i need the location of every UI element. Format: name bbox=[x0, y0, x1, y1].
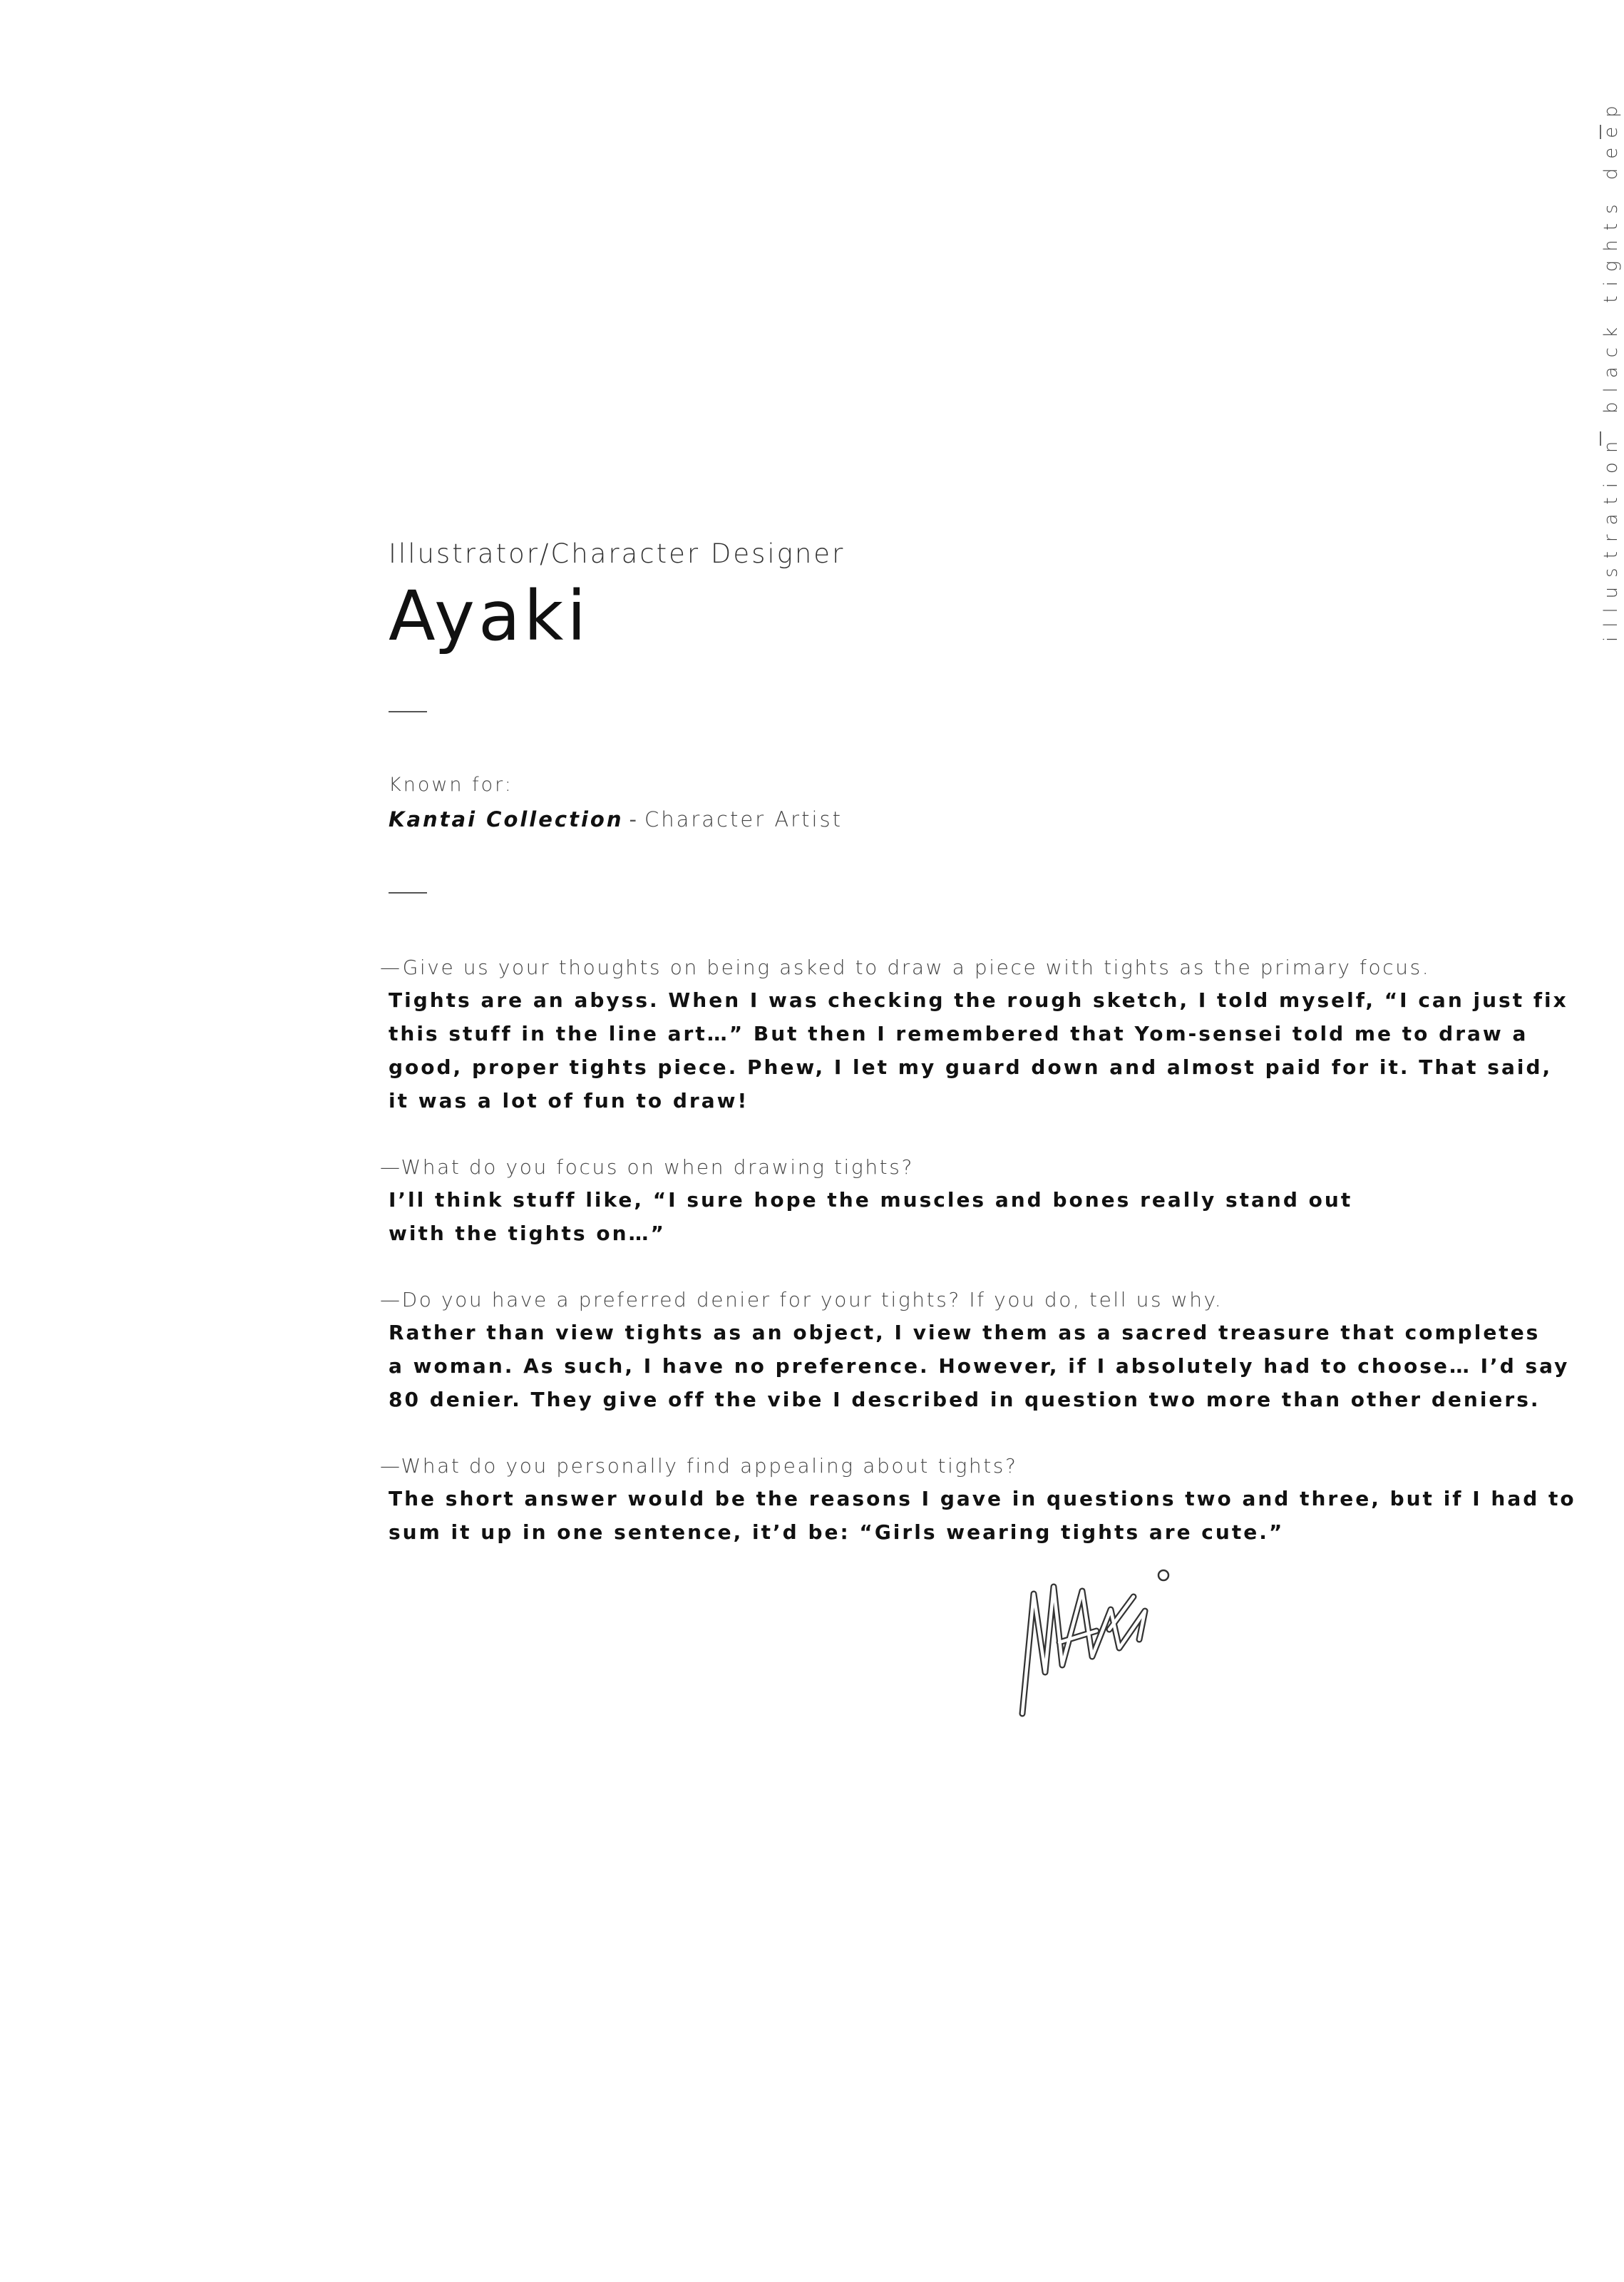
interview-item bbox=[380, 952, 1568, 1117]
interview-item bbox=[380, 1152, 1353, 1250]
divider bbox=[389, 892, 427, 894]
artist-signature bbox=[1012, 1565, 1183, 1722]
artist-role: Illustrator/Character Designer bbox=[389, 538, 846, 569]
header-series-title: black tights deep bbox=[1600, 96, 1622, 414]
known-for-label: Known for: bbox=[389, 774, 513, 796]
interview-answer-line: a woman. As such, I have no preference. However, if I absolutely had to choose… I’d say bbox=[389, 1354, 1570, 1378]
interview-question: —Do you have a preferred denier for your tights? If you do, tell us why. bbox=[380, 1288, 1223, 1311]
interview-question: —What do you personally find appealing about tights? bbox=[380, 1454, 1018, 1478]
interview-answer-line: The short answer would be the reasons I gave in questions two and three, but if I had to bbox=[389, 1487, 1576, 1510]
interview-answer-line: 80 denier. They give off the vibe I described in question two more than other deniers. bbox=[389, 1388, 1541, 1411]
interview-answer-line: sum it up in one sentence, it’d be: “Girls wearing tights are cute.” bbox=[389, 1520, 1285, 1544]
header-section-title: illustration bbox=[1600, 431, 1622, 642]
interview-answer-line: good, proper tights piece. Phew, I let my guard down and almost paid for it. That said, bbox=[389, 1055, 1553, 1079]
artist-name: Ayaki bbox=[389, 576, 590, 656]
interview-question: —Give us your thoughts on being asked to draw a piece with tights as the primary focus. bbox=[380, 956, 1431, 979]
interview-answer-line: with the tights on…” bbox=[389, 1222, 666, 1245]
interview-item bbox=[380, 1450, 1576, 1549]
interview-answer-line: Tights are an abyss. When I was checking the rough sketch, I told myself, “I can just fix bbox=[389, 988, 1568, 1012]
known-for-separator: - bbox=[629, 807, 639, 832]
interview-answer-line: this stuff in the line art…” But then I remembered that Yom-sensei told me to draw a bbox=[389, 1022, 1528, 1045]
divider bbox=[389, 711, 427, 712]
interview-answer-line: Rather than view tights as an object, I view them as a sacred treasure that completes bbox=[389, 1321, 1541, 1344]
known-for-credit-line bbox=[389, 805, 1344, 834]
known-for-credit: Character Artist bbox=[644, 807, 843, 832]
interview-answer-line: I’ll think stuff like, “I sure hope the muscles and bones really stand out bbox=[389, 1188, 1353, 1212]
interview bbox=[380, 952, 1576, 1549]
running-header bbox=[1590, 96, 1622, 645]
interview-question: —What do you focus on when drawing tights? bbox=[380, 1155, 914, 1179]
known-for-work: Kantai Collection bbox=[389, 807, 624, 832]
interview-answer-line: it was a lot of fun to draw! bbox=[389, 1089, 749, 1112]
interview-item bbox=[380, 1284, 1570, 1416]
article-body bbox=[380, 538, 1576, 1583]
